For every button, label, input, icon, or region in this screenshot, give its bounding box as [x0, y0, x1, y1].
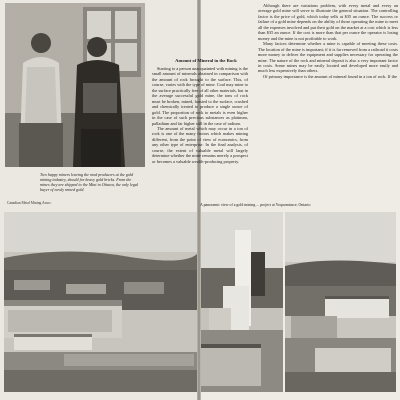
miners-photo — [5, 3, 145, 167]
article-heading: Amount of Mineral in the Rock — [175, 58, 237, 63]
paragraph: Many factors determine whether a mine is capable of meeting these costs. The location of the mine is important; if it is far removed from a railroad it costs more money to deliver the equipment and supplies necessary for operating the mine. The nature of the rock and mineral deposit is also a very important factor in costs. Some mines may be easily located and developed more easily and much less expensively than others. — [258, 41, 398, 74]
paragraph: Starting to a person unacquainted with mining is the small amount of minerals obtained in comparison with the amount of rock brought to the surface. This, of course, varies with the type of mine. Coal may mine to the surface practically free of all other materials, but in the average successful gold mine, the tons of rock must be broken, mined, hoisted to the surface, crushed and chemically treated to produce a single ounce of gold. The proportion of rock to metals is even higher in the case of such precious substances as platinum, palladium and far higher still in the case of radium. — [152, 66, 248, 126]
paragraph: Although there are variations problem, with every metal and every an average gold mine will serve to illustrate the general situation. The controlling factor is the price of gold, which today sells at $35 an ounce. The success or failure of a gold mine depends on the ability of those operating the mine to meet all the expenses involved and put their gold on the market at a cost which is less than $35 an ounce. If the cost is more than that per ounce the operator is losing money and the mine is not profitable to work. — [258, 3, 398, 41]
photo-credit: Canadian Metal Mining Assoc. — [7, 201, 52, 205]
panorama-photo-left — [4, 212, 197, 392]
panorama-caption: A panoramic view of a gold mining ... project at Yoquomiasce, Ontario — [200, 203, 311, 207]
paragraph: The amount of metal which may occur in a ton of rock is one of the many factors which makes mining different, from the point of view of economics, from any other type of enterprise. In the final analysis, of course, the extent of valuable metal will largely determine whether the mine remains merely a prospect or becomes a valuable wealth-producing property. — [152, 125, 248, 164]
article-column-right — [258, 3, 398, 199]
miners-photo-caption: Two happy miners leaving the mod producers at the gold mining industry, should for heavy gold bricks. From the mines they are shipped to the Mint in Ottawa, the only legal buyer of newly mined gold. — [40, 172, 139, 192]
article-column-middle — [152, 66, 248, 218]
panorama-photo-middle — [201, 212, 283, 392]
paragraph: Of primary importance is the amount of mineral found in a ton of rock. If the — [263, 73, 397, 79]
panorama-photo-right — [285, 212, 396, 392]
